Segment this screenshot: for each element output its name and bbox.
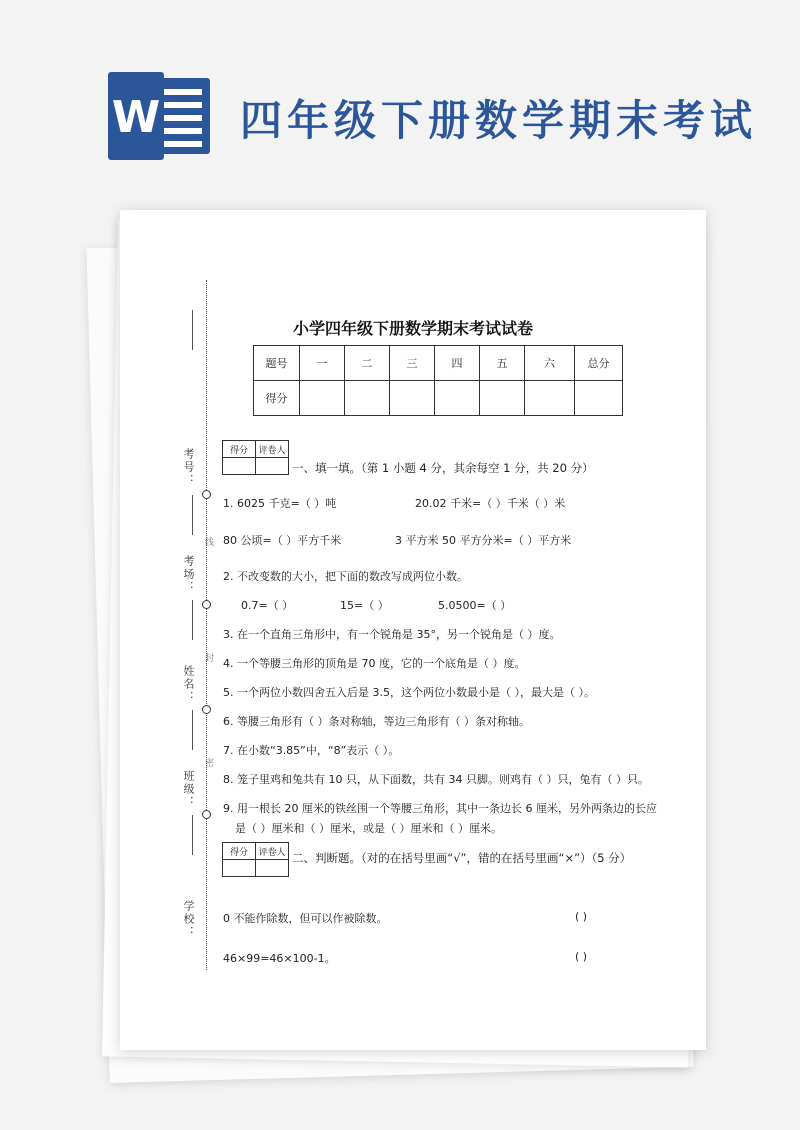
section1-heading: 一、填一填。（第 1 小题 4 分，其余每空 1 分，共 20 分）: [292, 461, 594, 475]
score-cell: [480, 381, 525, 416]
score-table: [253, 345, 623, 416]
binding-blank-line: [192, 815, 193, 855]
exam-title: 小学四年级下册数学期末考试试卷: [292, 319, 533, 338]
binding-hole: [202, 490, 211, 499]
question-2a: 0.7=（ ）: [241, 599, 294, 612]
question-1b: 20.02 千米=（ ）千米（ ）米: [415, 497, 566, 510]
score-header-cell: 六: [525, 346, 575, 381]
binding-label-name: 姓名：: [182, 665, 195, 704]
grade-box: [222, 842, 289, 877]
binding-blank-line: [192, 495, 193, 535]
score-cell: [300, 381, 345, 416]
score-table-header-row: [254, 346, 623, 381]
score-header-cell: 题号: [254, 346, 300, 381]
score-table-score-row: [254, 381, 623, 416]
judge-2: 46×99=46×100-1。: [223, 952, 336, 965]
score-cell: [575, 381, 623, 416]
question-7: 7. 在小数“3.85”中，“8”表示（ ）。: [223, 744, 400, 757]
grade-box-cell: [256, 458, 289, 475]
question-3: 3. 在一个直角三角形中，有一个锐角是 35°，另一个锐角是（ ）度。: [223, 628, 561, 641]
judge-1: 0 不能作除数，但可以作被除数。: [223, 912, 388, 925]
score-row-label: 得分: [254, 381, 300, 416]
word-logo-icon: [108, 72, 212, 160]
binding-hole: [202, 600, 211, 609]
question-4: 4. 一个等腰三角形的顶角是 70 度，它的一个底角是（ ）度。: [223, 657, 526, 670]
score-header-cell: 一: [300, 346, 345, 381]
score-header-cell: 二: [345, 346, 390, 381]
question-9-line1: 9. 用一根长 20 厘米的铁丝围一个等腰三角形，其中一条边长 6 厘米，另外两条边的长应: [223, 802, 657, 815]
binding-dotted-line: [206, 280, 207, 970]
question-8: 8. 笼子里鸡和兔共有 10 只，从下面数，共有 34 只脚。则鸡有（ ）只，兔有（ ）只。: [223, 773, 649, 786]
score-header-cell: 五: [480, 346, 525, 381]
grade-box-cell: [223, 860, 256, 877]
score-cell: [435, 381, 480, 416]
banner: [0, 60, 800, 170]
binding-blank-line: [192, 600, 193, 640]
judge-1-answer-paren: ( ): [575, 910, 588, 923]
question-2b: 15=（ ）: [340, 599, 389, 612]
binding-cut-mark: 封: [203, 653, 213, 662]
binding-label-school: 学校：: [182, 900, 195, 939]
question-2: 2. 不改变数的大小，把下面的数改写成两位小数。: [223, 570, 468, 583]
question-1d: 3 平方米 50 平方分米=（ ）平方米: [395, 534, 572, 547]
grade-box-grader-label: 评卷人: [256, 843, 289, 860]
binding-label-class: 班级：: [182, 770, 195, 809]
binding-hole: [202, 705, 211, 714]
section2-heading: 二、判断题。（对的在括号里画“√”，错的在括号里画“×”）（5 分）: [292, 851, 632, 865]
svg-text:W: W: [111, 92, 161, 143]
score-header-cell: 总分: [575, 346, 623, 381]
score-header-cell: 四: [435, 346, 480, 381]
grade-box-cell: [223, 458, 256, 475]
judge-2-answer-paren: ( ): [575, 950, 588, 963]
question-1c: 80 公顷=（ ）平方千米: [223, 534, 342, 547]
grade-box-grader-label: 评卷人: [256, 441, 289, 458]
binding-blank-line: [192, 710, 193, 750]
score-cell: [345, 381, 390, 416]
score-cell: [390, 381, 435, 416]
grade-box-score-label: 得分: [223, 441, 256, 458]
question-9-line2: 是（ ）厘米和（ ）厘米，或是（ ）厘米和（ ）厘米。: [235, 822, 502, 835]
grade-box-cell: [256, 860, 289, 877]
binding-cut-mark: 密: [203, 758, 213, 767]
grade-box-score-label: 得分: [223, 843, 256, 860]
score-header-cell: 三: [390, 346, 435, 381]
question-6: 6. 等腰三角形有（ ）条对称轴，等边三角形有（ ）条对称轴。: [223, 715, 530, 728]
question-1a: 1. 6025 千克=（ ）吨: [223, 497, 337, 510]
question-5: 5. 一个两位小数四舍五入后是 3.5，这个两位小数最小是（ ），最大是（ ）。: [223, 686, 595, 699]
exam-paper: [120, 210, 706, 1050]
banner-title: 四年级下册数学期末考试: [240, 96, 758, 145]
grade-box: [222, 440, 289, 475]
binding-cut-mark: 线: [203, 537, 213, 546]
question-2c: 5.0500=（ ）: [438, 599, 512, 612]
binding-hole: [202, 810, 211, 819]
binding-label-exam-no: 考号：: [182, 448, 195, 487]
score-cell: [525, 381, 575, 416]
binding-label-room: 考场：: [182, 555, 195, 594]
